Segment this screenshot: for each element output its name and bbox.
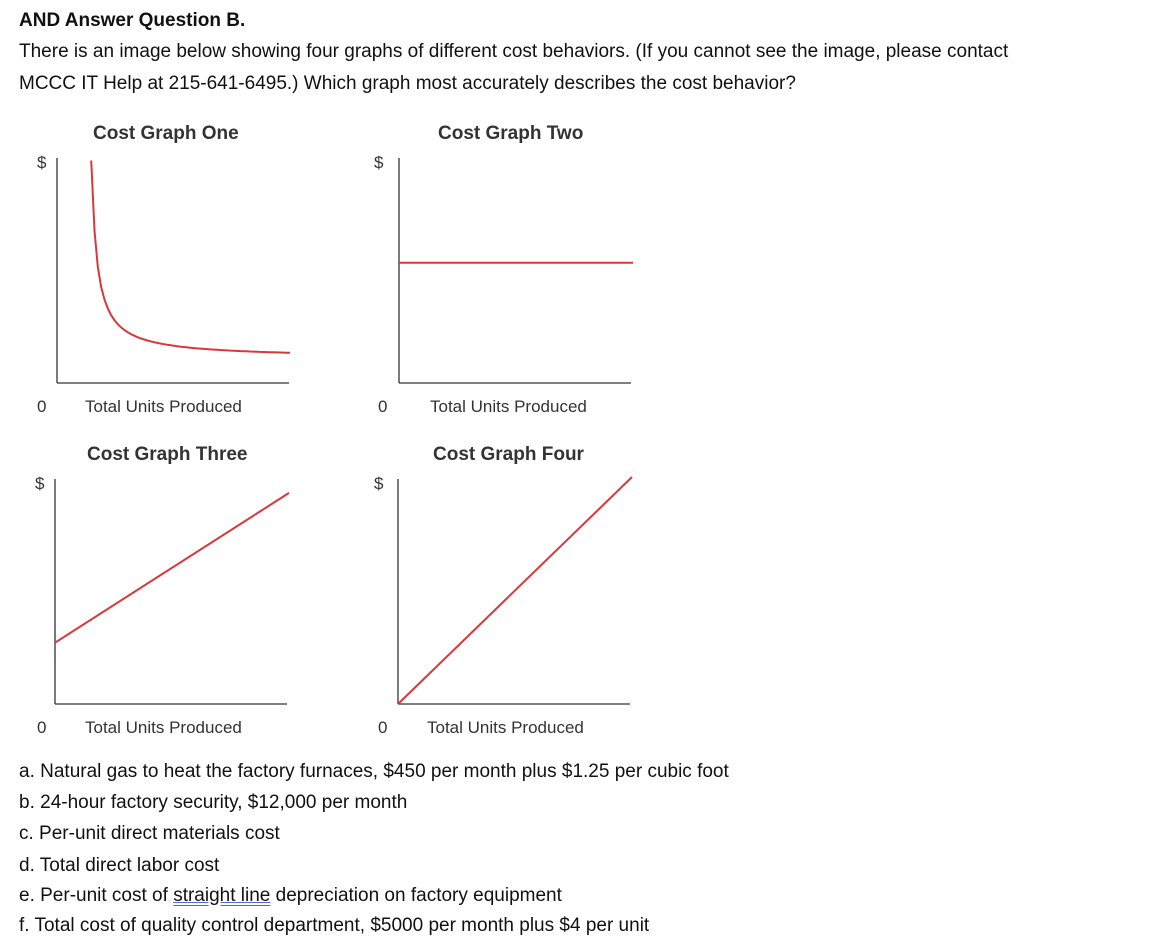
intro-line-1: There is an image below showing four graphs of different cost behaviors. (If you cannot see the image, please contact — [19, 41, 1009, 62]
option-e-suffix: depreciation on factory equipment — [270, 885, 562, 906]
graph-two-title: Cost Graph Two — [438, 123, 584, 144]
graph-one-cost-line — [91, 161, 290, 353]
option-f: f. Total cost of quality control department, $5000 per month plus $4 per unit — [19, 915, 650, 936]
option-e — [19, 885, 562, 907]
graph-four-origin: 0 — [378, 718, 388, 737]
option-b: b. 24-hour factory security, $12,000 per month — [19, 792, 408, 813]
graph-one-xlabel: Total Units Produced — [85, 397, 242, 416]
option-d: d. Total direct labor cost — [19, 855, 220, 876]
graph-one-origin: 0 — [37, 397, 47, 416]
graph-three-title: Cost Graph Three — [87, 444, 248, 465]
graph-three-cost-line — [55, 493, 289, 643]
graph-four-ylabel: $ — [374, 474, 384, 493]
graph-three-origin: 0 — [37, 718, 47, 737]
graph-three-ylabel: $ — [35, 474, 45, 493]
graph-four-cost-line — [398, 477, 632, 704]
option-a: a. Natural gas to heat the factory furnaces, $450 per month plus $1.25 per cubic foot — [19, 761, 729, 782]
graph-three-xlabel: Total Units Produced — [85, 718, 242, 737]
option-e-underlined: straight line — [173, 885, 271, 906]
graph-four-title: Cost Graph Four — [433, 444, 584, 465]
option-e-prefix: e. Per-unit cost of — [19, 885, 174, 906]
graph-two-xlabel: Total Units Produced — [430, 397, 587, 416]
graph-two-ylabel: $ — [374, 153, 384, 172]
graph-four-xlabel: Total Units Produced — [427, 718, 584, 737]
graph-two-origin: 0 — [378, 397, 388, 416]
question-heading: AND Answer Question B. — [19, 10, 246, 31]
option-c: c. Per-unit direct materials cost — [19, 823, 280, 844]
graph-one-ylabel: $ — [37, 153, 47, 172]
graph-one-title: Cost Graph One — [93, 123, 239, 144]
intro-line-2: MCCC IT Help at 215-641-6495.) Which graph most accurately describes the cost behavior? — [19, 73, 796, 94]
